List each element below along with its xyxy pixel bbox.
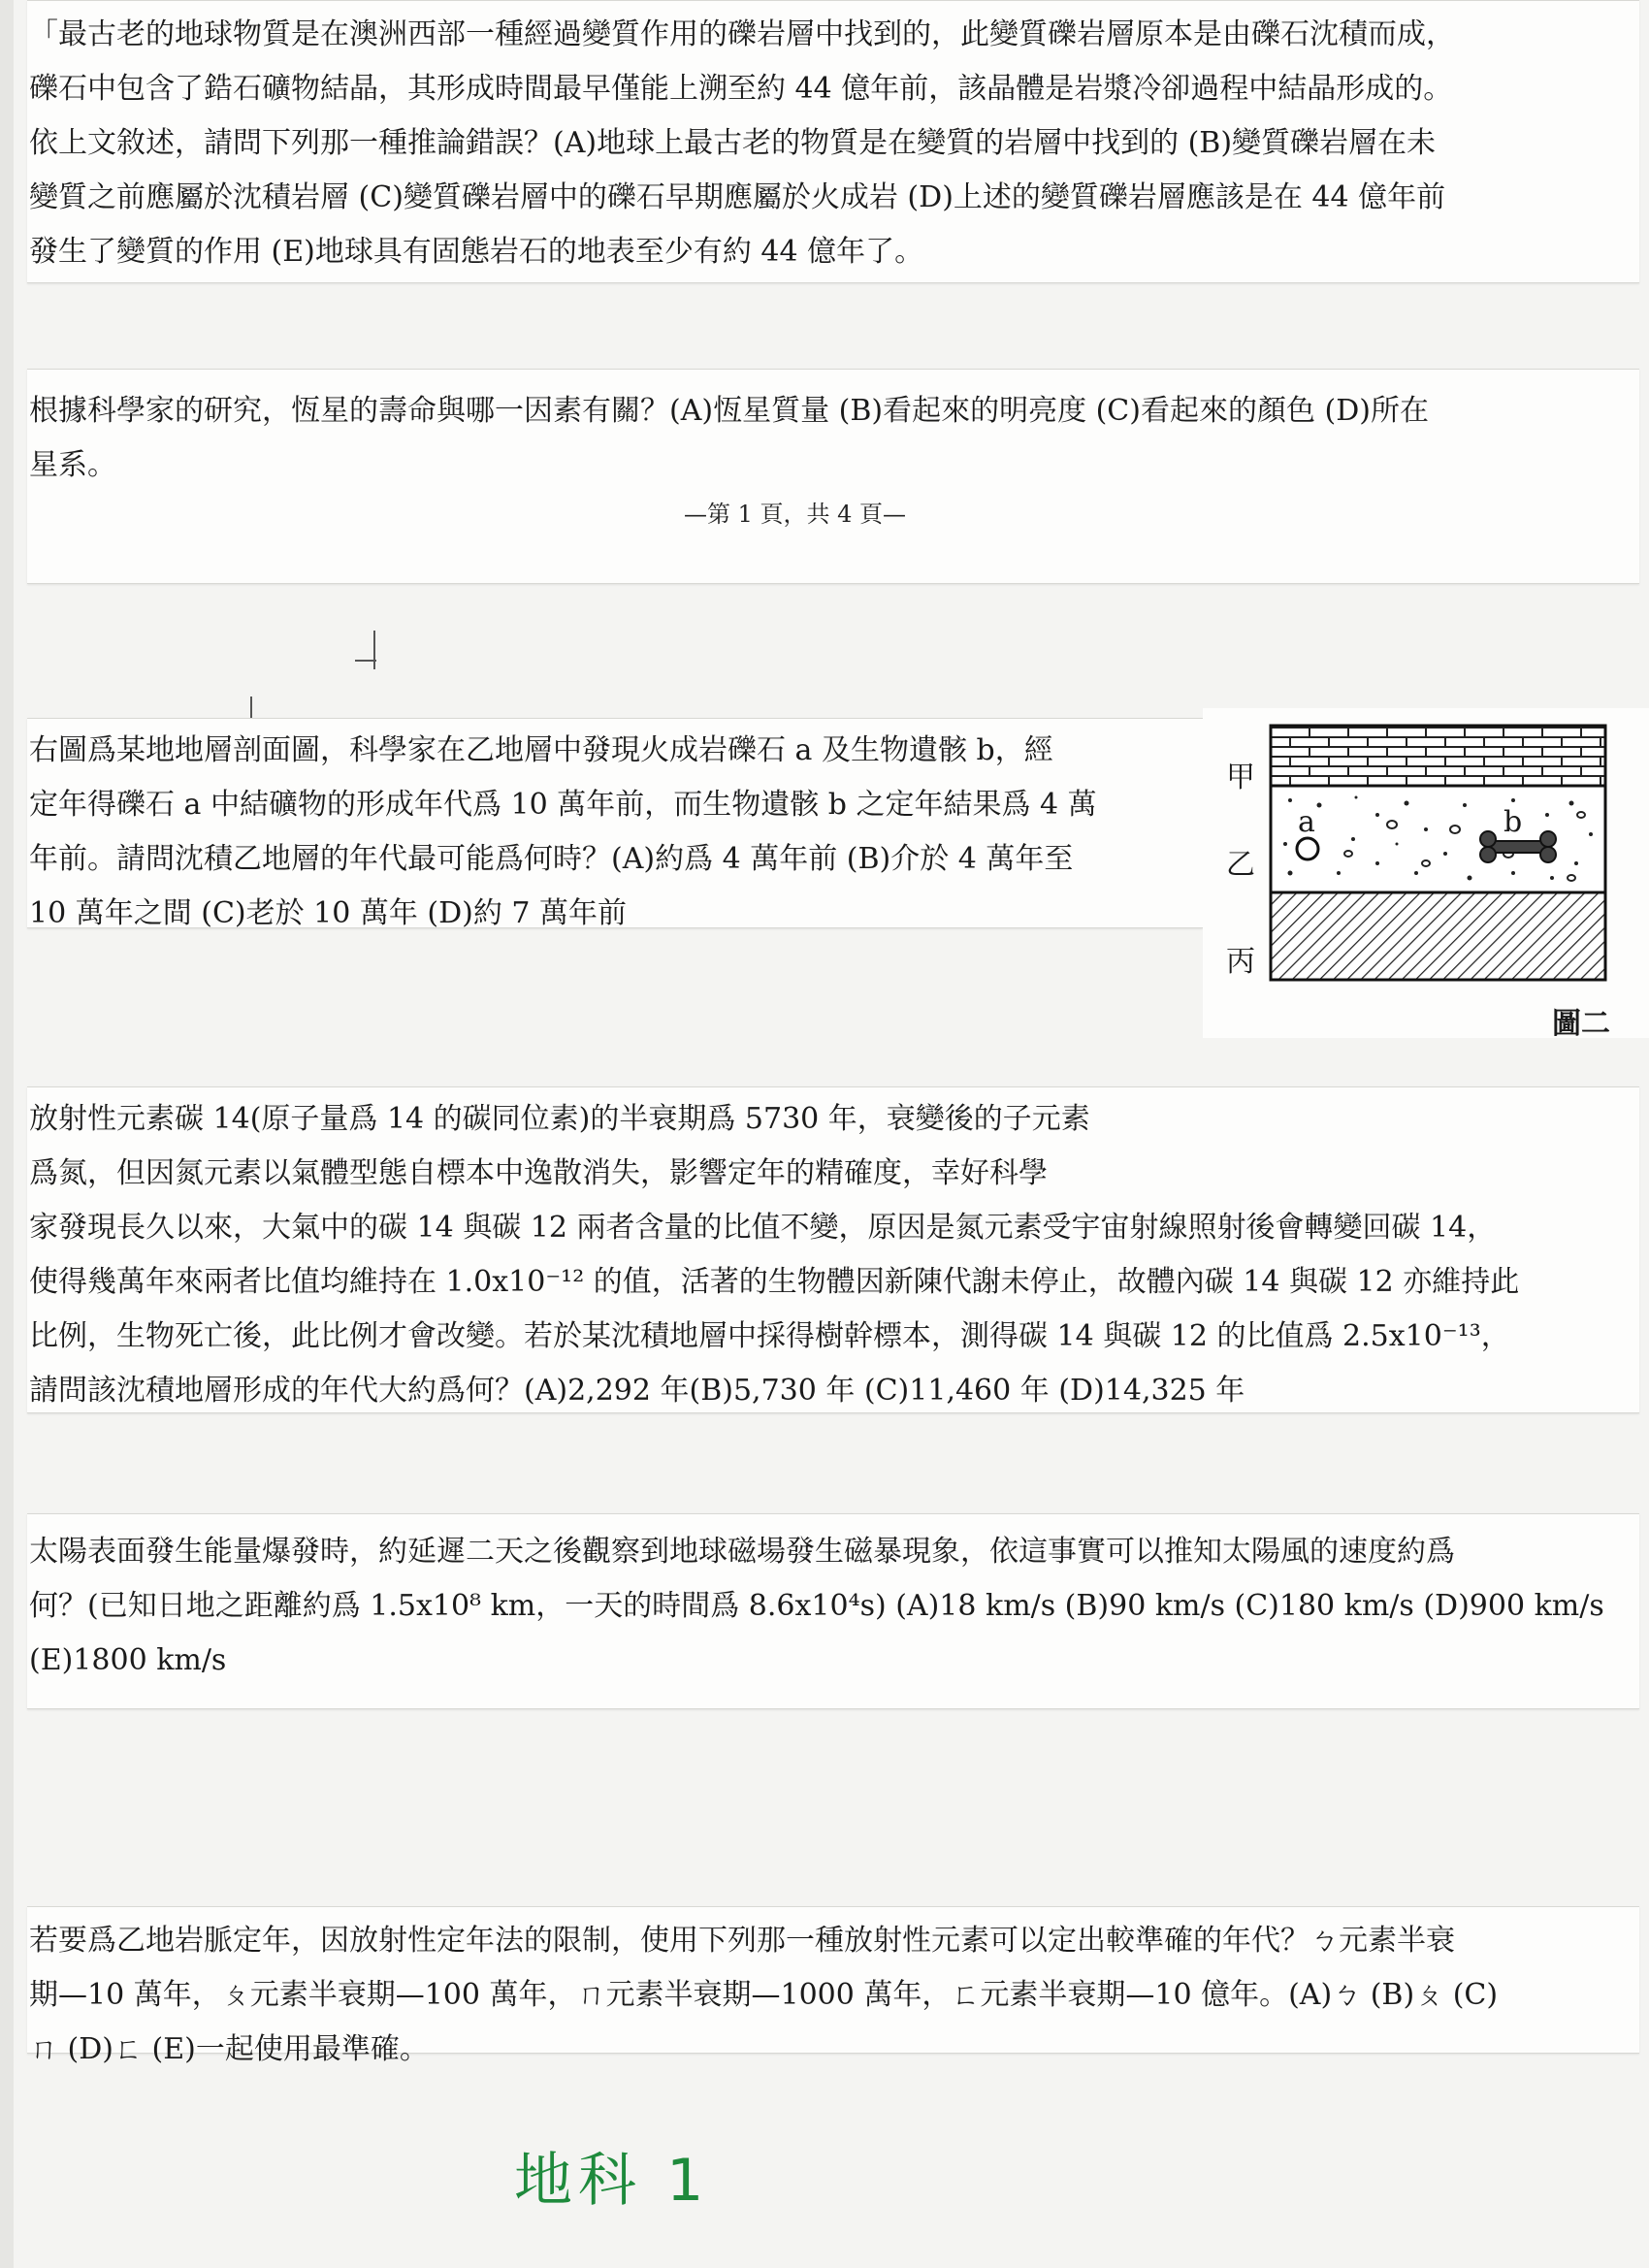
question-1-line: 礫石中包含了鋯石礦物結晶，其形成時間最早僅能上溯至約 44 億年前，該晶體是岩漿冷卻過程中結晶形成的。 [29,72,1453,106]
question-6-line: ㄇ (D)ㄈ (E)一起使用最準確。 [29,2032,429,2066]
question-5-line: (E)1800 km/s [29,1643,227,1677]
question-1-line: 變質之前應屬於沈積岩層 (C)變質礫岩層中的礫石早期應屬於火成岩 (D)上述的變質礫岩層應該是在 44 億年前 [29,180,1446,214]
layer-label-bing: 丙 [1226,945,1255,979]
question-2-line: 星系。 [29,448,116,482]
question-5-line: 太陽表面發生能量爆發時，約延遲二天之後觀察到地球磁場發生磁暴現象，依這事實可以推知太陽風的速度約爲 [29,1535,1455,1569]
question-3-line: 10 萬年之間 (C)老於 10 萬年 (D)約 7 萬年前 [29,896,628,930]
margin-mark [373,631,375,669]
strata-figure [1203,708,1649,1041]
question-4-line: 家發現長久以來，大氣中的碳 14 與碳 12 兩者含量的比值不變，原因是氮元素受宇宙射線照射後會轉變回碳 14， [29,1211,1497,1245]
question-6-line: 若要爲乙地岩脈定年，因放射性定年法的限制，使用下列那一種放射性元素可以定出較準確的年代？ㄅ元素半衰 [29,1924,1455,1958]
question-1-line: 發生了變質的作用 (E)地球具有固態岩石的地表至少有約 44 億年了。 [29,235,924,269]
question-6-line: 期—10 萬年，ㄆ元素半衰期—100 萬年，ㄇ元素半衰期—1000 萬年，ㄈ元素半衰期—10 億年。(A)ㄅ (B)ㄆ (C) [29,1978,1499,2012]
layer-label-jia: 甲 [1226,761,1255,794]
figure-caption: 圖二 [1552,1007,1610,1041]
question-1-line: 「最古老的地球物質是在澳洲西部一種經過變質作用的礫岩層中找到的，此變質礫岩層原本是由礫石沈積而成， [29,17,1455,51]
question-6-text [29,1914,1498,2077]
question-5-text [29,1525,1604,1688]
question-1-line: 依上文敘述，請問下列那一種推論錯誤？(A)地球上最古老的物質是在變質的岩層中找到的 (B)變質礫岩層在未 [29,126,1437,160]
question-4-line: 請問該沈積地層形成的年代大約爲何？(A)2,292 年(B)5,730 年 (C)11,460 年 (D)14,325 年 [29,1374,1245,1408]
page-footer: —第 1 頁，共 4 頁— [684,501,907,528]
question-5-line: 何？(已知日地之距離約爲 1.5x10⁸ km，一天的時間爲 8.6x10⁴s) (A)18 km/s (B)90 km/s (C)180 km/s (D)900 km/s [29,1589,1604,1623]
layer-jia [1271,726,1605,786]
question-4-line: 爲氮，但因氮元素以氣體型態自標本中逸散消失，影響定年的精確度，幸好科學 [29,1156,1048,1190]
margin-mark [355,660,376,662]
question-4-line: 比例，生物死亡後，此比例才會改變。若於某沈積地層中採得樹幹標本，測得碳 14 與碳 12 的比值爲 2.5x10⁻¹³， [29,1319,1510,1353]
marker-a: a [1298,805,1315,839]
scan-edge [0,0,14,2268]
question-3-text [29,724,1097,941]
question-3-line: 年前。請問沈積乙地層的年代最可能爲何時？(A)約爲 4 萬年前 (B)介於 4 萬年至 [29,842,1074,876]
layer-label-yi: 乙 [1226,848,1255,882]
question-2-line: 根據科學家的研究，恆星的壽命與哪一因素有關？(A)恆星質量 (B)看起來的明亮度 (C)看起來的顏色 (D)所在 [29,394,1429,428]
question-1-text [29,8,1455,279]
question-4-line: 放射性元素碳 14(原子量爲 14 的碳同位素)的半衰期爲 5730 年，衰變後的子元素 [29,1102,1090,1136]
question-4-line: 使得幾萬年來兩者比值均維持在 1.0x10⁻¹² 的值，活著的生物體因新陳代謝未停止，故體內碳 14 與碳 12 亦維持此 [29,1265,1520,1299]
question-2-text [29,384,1429,493]
question-4-text [29,1092,1519,1418]
strata-diagram [1261,708,1649,999]
question-3-line: 右圖爲某地地層剖面圖，科學家在乙地層中發現火成岩礫石 a 及生物遺骸 b，經 [29,733,1053,767]
handwritten-note: 地科 1 [514,2147,710,2215]
layer-bing [1271,892,1605,980]
question-3-line: 定年得礫石 a 中結礦物的形成年代爲 10 萬年前，而生物遺骸 b 之定年結果爲 4 萬 [29,788,1097,822]
marker-b: b [1504,805,1523,839]
